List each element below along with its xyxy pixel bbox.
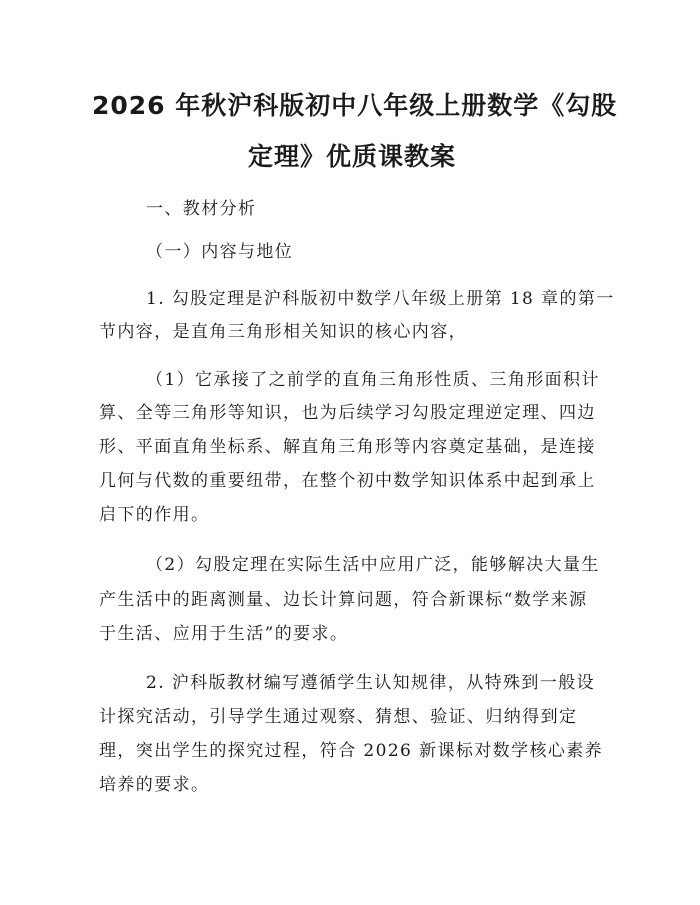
document-title-line-1: 2026 年秋沪科版初中八年级上册数学《勾股 — [92, 91, 618, 120]
paragraph-line: 理，突出学生的探究过程，符合 2026 新课标对数学核心素养 — [99, 741, 604, 761]
section-heading: 一、教材分析 — [146, 199, 257, 219]
paragraph-line: 形、平面直角坐标系、解直角三角形等内容奠定基础，是连接 — [99, 437, 596, 457]
subsection-heading: （一）内容与地位 — [146, 242, 294, 262]
paragraph-line: （2）勾股定理在实际生活中应用广泛，能够解决大量生 — [146, 555, 600, 575]
paragraph-line: 1. 勾股定理是沪科版初中数学八年级上册第 18 章的第一 — [146, 289, 615, 309]
paragraph-line: 几何与代数的重要纽带，在整个初中数学知识体系中起到承上 — [99, 471, 596, 491]
paragraph-line: 2. 沪科版教材编写遵循学生认知规律，从特殊到一般设 — [146, 673, 596, 693]
paragraph-line: 节内容，是直角三角形相关知识的核心内容， — [99, 322, 467, 342]
paragraph-line: 培养的要求。 — [99, 775, 210, 795]
paragraph-line: 产生活中的距离测量、边长计算问题，符合新课标“数学来源 — [99, 590, 588, 610]
paragraph-line: 启下的作用。 — [99, 505, 210, 525]
paragraph-line: 于生活、应用于生活”的要求。 — [99, 624, 349, 644]
paragraph-line: 算、全等三角形等知识，也为后续学习勾股定理逆定理、四边 — [99, 403, 596, 423]
paragraph-line: 计探究活动，引导学生通过观察、猜想、验证、归纳得到定 — [99, 707, 578, 727]
paragraph-line: （1）它承接了之前学的直角三角形性质、三角形面积计 — [146, 370, 600, 390]
document-title-line-2: 定理》优质课教案 — [247, 142, 456, 171]
